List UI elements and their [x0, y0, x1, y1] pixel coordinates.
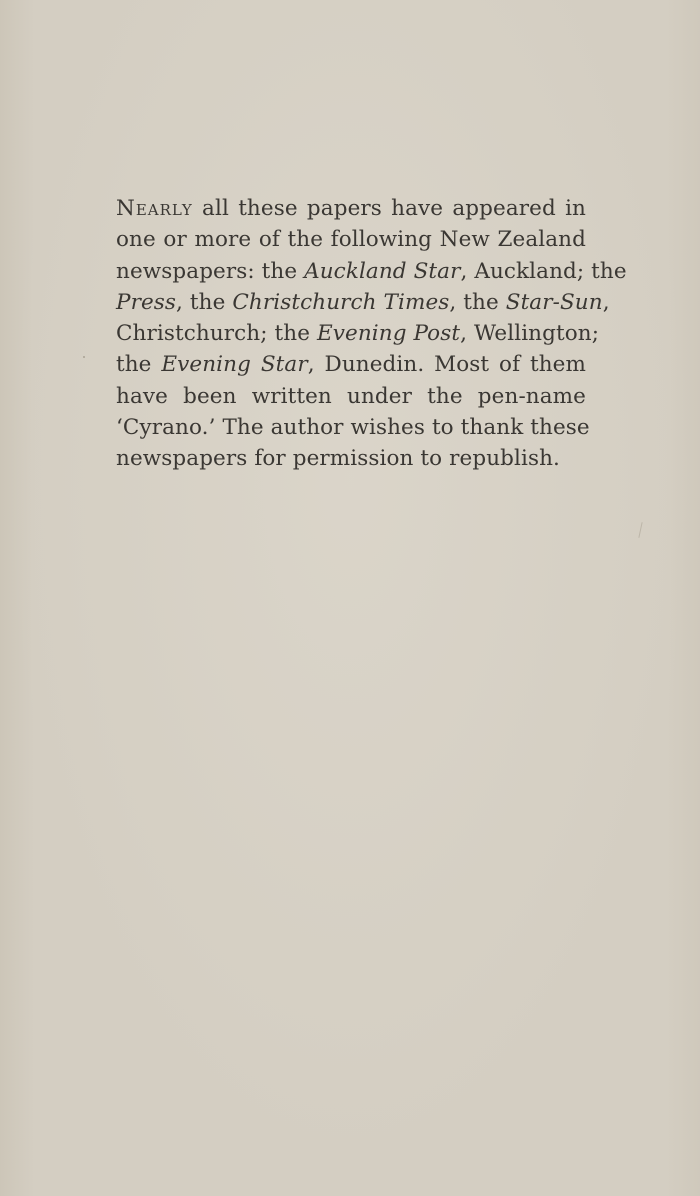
- text-line: [116, 256, 627, 287]
- text-line: [116, 287, 610, 318]
- text-run: newspapers for permission to republish.: [116, 446, 560, 472]
- text-run: Christchurch; the: [116, 321, 317, 347]
- italic-text: Auckland Star: [304, 258, 461, 284]
- text-line: [116, 381, 586, 412]
- text-line: [116, 224, 586, 255]
- text-run: all these papers have appeared in: [192, 196, 586, 221]
- text-line: [116, 349, 586, 380]
- text-run: ,: [602, 289, 610, 315]
- text-run: ‘Cyrano.’ The author wishes to thank these: [116, 415, 590, 441]
- text-line: [116, 318, 600, 349]
- italic-text: Press: [116, 289, 177, 315]
- text-run: , the: [449, 289, 506, 315]
- italic-text: Evening Post: [316, 321, 461, 347]
- text-run: , Wellington;: [460, 321, 600, 347]
- italic-text: Christchurch Times: [232, 289, 450, 315]
- text-line: [116, 193, 586, 224]
- paper-speck: [83, 356, 85, 358]
- text-line: [116, 443, 586, 474]
- text-line: [116, 412, 590, 443]
- italic-text: Star-Sun: [505, 289, 603, 315]
- text-run: , Auckland; the: [460, 258, 627, 284]
- text-run: newspapers: the: [116, 258, 305, 284]
- paper-speck: [638, 522, 642, 538]
- text-run: one or more of the following New Zealand: [116, 227, 586, 253]
- small-caps-text: Nearly: [116, 196, 193, 221]
- text-run: have been written under the pen-name: [116, 383, 586, 409]
- text-run: , the: [176, 289, 233, 315]
- text-run: , Dunedin. Most of them: [307, 352, 586, 378]
- text-run: the: [116, 352, 162, 378]
- acknowledgement-paragraph: [116, 193, 627, 475]
- italic-text: Evening Star: [161, 352, 308, 378]
